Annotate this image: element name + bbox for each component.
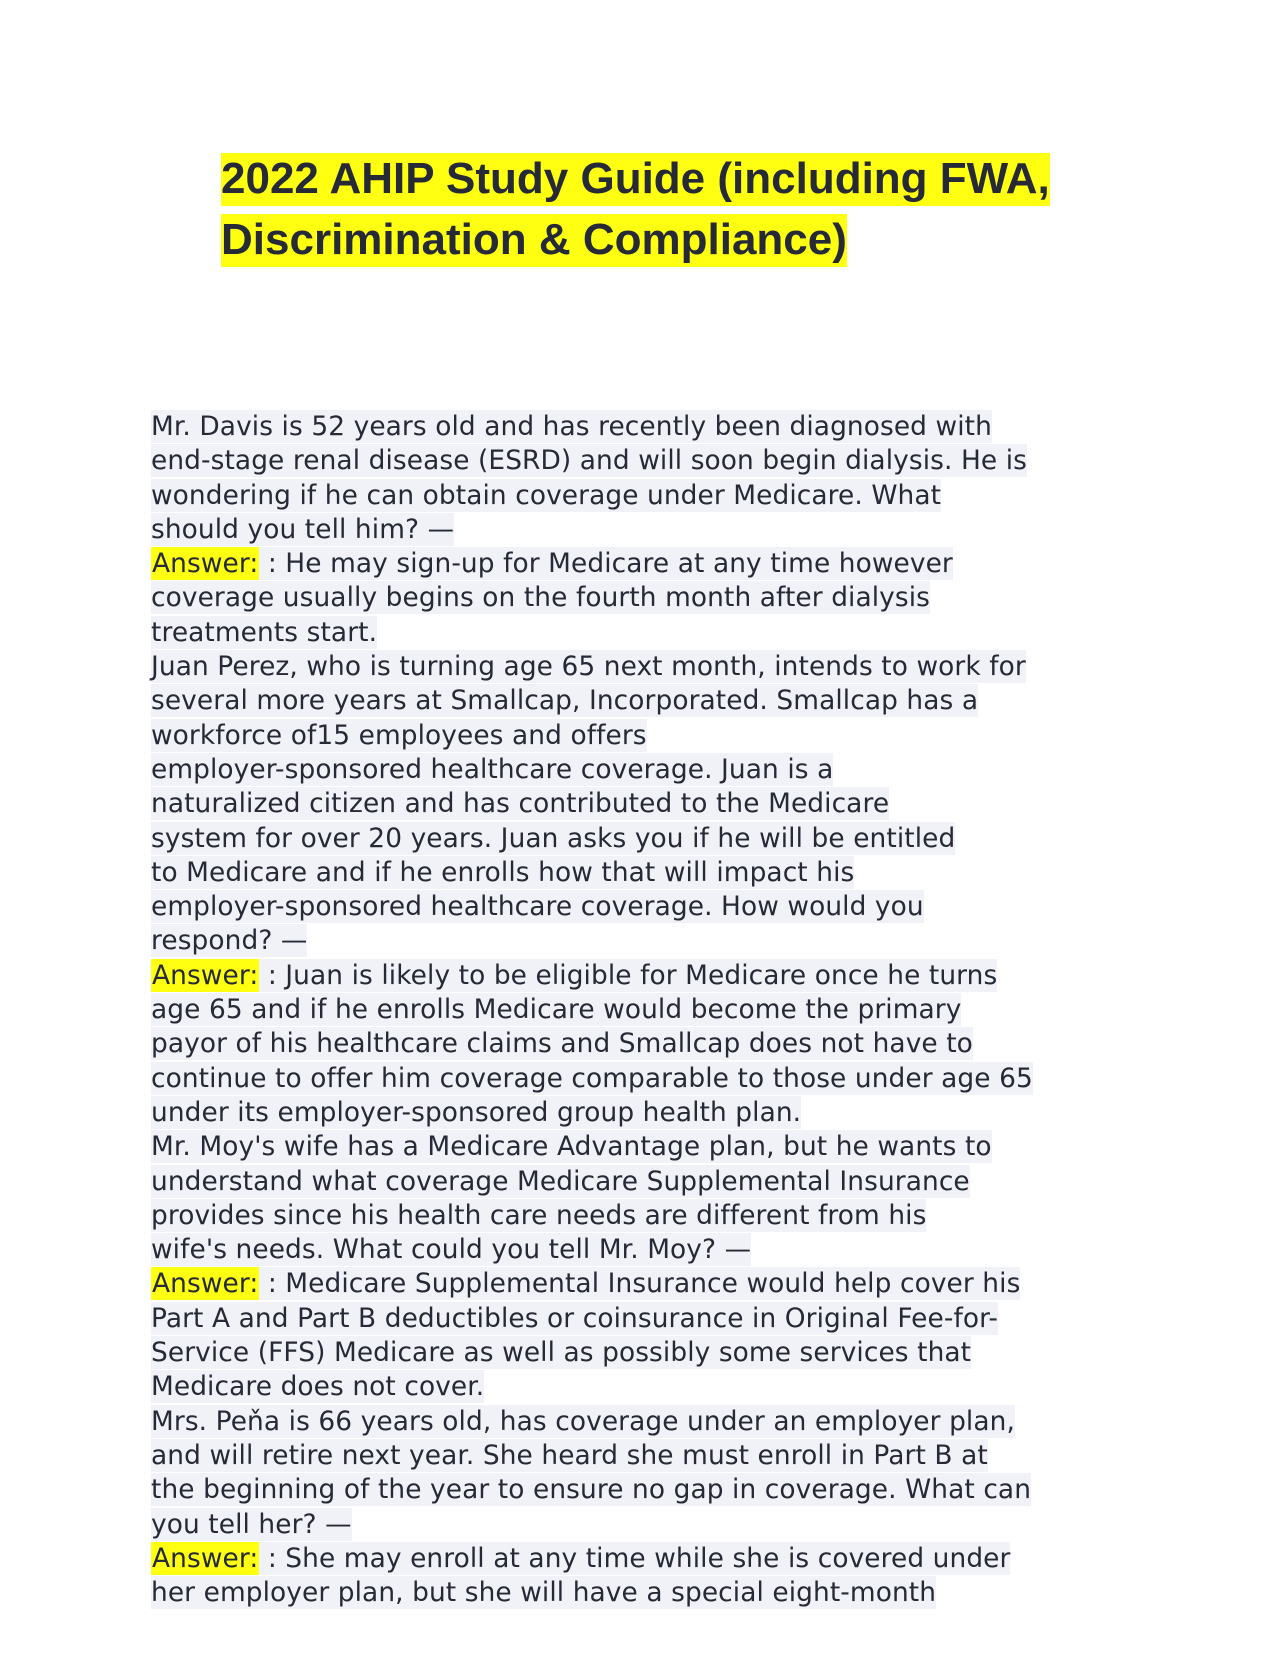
- text-line: [151, 1508, 1161, 1542]
- text-line: [151, 1130, 1161, 1164]
- line-text: provides since his health care needs are different from his: [151, 1199, 927, 1231]
- text-line: [151, 1405, 1161, 1439]
- text-line: [151, 753, 1161, 787]
- answer-label: Answer:: [152, 548, 259, 580]
- line-text: Juan Perez, who is turning age 65 next month, intends to work for: [151, 651, 1026, 683]
- line-text: : Medicare Supplemental Insurance would help cover his: [259, 1268, 1021, 1300]
- line-text: Mrs. Peňa is 66 years old, has coverage under an employer plan,: [151, 1405, 1015, 1437]
- line-text: : Juan is likely to be eligible for Medicare once he turns: [259, 959, 998, 991]
- line-text: understand what coverage Medicare Supplemental Insurance: [151, 1165, 970, 1197]
- text-line: [151, 1302, 1161, 1336]
- text-line: [151, 1233, 1161, 1267]
- text-line: [151, 787, 1161, 821]
- line-text: employer-sponsored healthcare coverage. Juan is a: [151, 753, 834, 785]
- text-line: [151, 1576, 1161, 1610]
- answer-line: [151, 547, 1161, 581]
- answer-label: Answer:: [152, 1542, 259, 1574]
- text-line: [151, 1096, 1161, 1130]
- text-line: [151, 719, 1161, 753]
- line-text: Mr. Moy's wife has a Medicare Advantage plan, but he wants to: [151, 1131, 992, 1163]
- answer-line: [151, 959, 1161, 993]
- answer-line: [151, 1267, 1161, 1301]
- line-text: her employer plan, but she will have a special eight-month: [151, 1577, 937, 1609]
- text-line: [151, 1165, 1161, 1199]
- text-line: [151, 513, 1161, 547]
- text-line: [151, 1062, 1161, 1096]
- line-text: should you tell him? —: [151, 513, 455, 545]
- text-line: [151, 1473, 1161, 1507]
- answer-label: Answer:: [152, 959, 259, 991]
- line-text: employer-sponsored healthcare coverage. How would you: [151, 891, 924, 923]
- text-line: [151, 581, 1161, 615]
- text-line: [151, 616, 1161, 650]
- title-line-2: Discrimination & Compliance): [221, 214, 847, 267]
- line-text: Service (FFS) Medicare as well as possibly some services that: [151, 1337, 972, 1369]
- line-text: respond? —: [151, 925, 308, 957]
- line-text: workforce of15 employees and offers: [151, 719, 647, 751]
- text-line: [151, 1199, 1161, 1233]
- answer-line: [151, 1542, 1161, 1576]
- text-line: [151, 993, 1161, 1027]
- line-text: under its employer-sponsored group health plan.: [151, 1096, 802, 1128]
- text-line: [151, 822, 1161, 856]
- line-text: age 65 and if he enrolls Medicare would become the primary: [151, 994, 962, 1026]
- line-text: Part A and Part B deductibles or coinsurance in Original Fee-for-: [151, 1302, 998, 1334]
- text-line: [151, 856, 1161, 890]
- line-text: to Medicare and if he enrolls how that will impact his: [151, 856, 855, 888]
- line-text: : She may enroll at any time while she is covered under: [259, 1542, 1011, 1574]
- line-text: wife's needs. What could you tell Mr. Moy? —: [151, 1234, 752, 1266]
- title-line-1: 2022 AHIP Study Guide (including FWA,: [221, 153, 1050, 206]
- line-text: Mr. Davis is 52 years old and has recently been diagnosed with: [151, 411, 992, 442]
- line-text: you tell her? —: [151, 1508, 352, 1540]
- text-line: [151, 684, 1161, 718]
- line-text: Medicare does not cover.: [151, 1371, 485, 1403]
- line-text: treatments start.: [151, 616, 378, 648]
- text-line: [151, 650, 1161, 684]
- text-line: [151, 890, 1161, 924]
- line-text: and will retire next year. She heard she must enroll in Part B at: [151, 1439, 988, 1471]
- line-text: payor of his healthcare claims and Smallcap does not have to: [151, 1028, 973, 1060]
- text-line: [151, 1370, 1161, 1404]
- text-line: [151, 924, 1161, 958]
- line-text: end-stage renal disease (ESRD) and will soon begin dialysis. He is: [151, 445, 1028, 477]
- document-title: [221, 148, 1161, 270]
- text-line: [151, 444, 1161, 478]
- line-text: : He may sign-up for Medicare at any time however: [259, 548, 953, 580]
- line-text: system for over 20 years. Juan asks you if he will be entitled: [151, 822, 956, 854]
- line-text: coverage usually begins on the fourth month after dialysis: [151, 582, 931, 614]
- text-line: [151, 410, 1161, 444]
- line-text: continue to offer him coverage comparable to those under age 65: [151, 1062, 1033, 1094]
- study-guide-body: [151, 410, 1161, 1610]
- line-text: the beginning of the year to ensure no gap in coverage. What can: [151, 1474, 1032, 1506]
- line-text: naturalized citizen and has contributed to the Medicare: [151, 788, 890, 820]
- text-line: [151, 1439, 1161, 1473]
- text-line: [151, 1336, 1161, 1370]
- text-line: [151, 1027, 1161, 1061]
- line-text: several more years at Smallcap, Incorporated. Smallcap has a: [151, 685, 979, 717]
- line-text: wondering if he can obtain coverage under Medicare. What: [151, 479, 942, 511]
- answer-label: Answer:: [152, 1268, 259, 1300]
- text-line: [151, 479, 1161, 513]
